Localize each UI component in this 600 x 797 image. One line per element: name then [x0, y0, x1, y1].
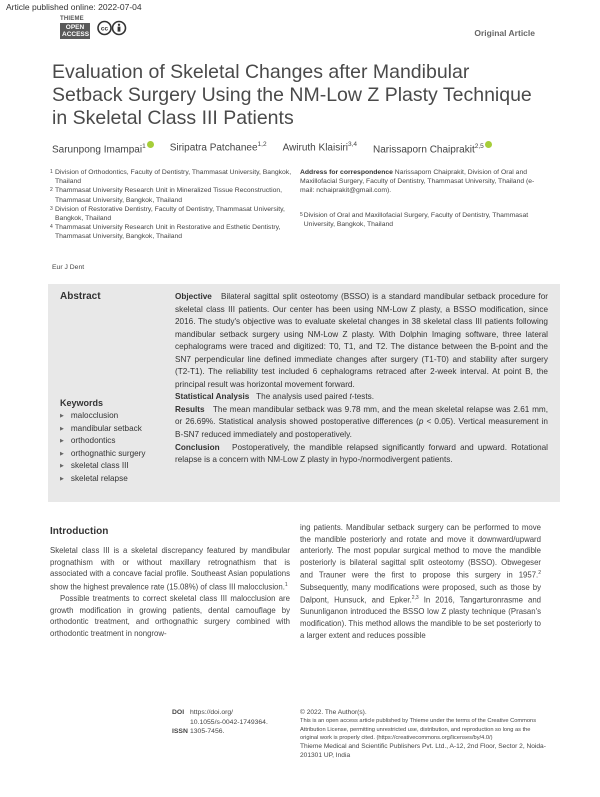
article-type: Original Article [474, 28, 535, 38]
cc-by-icon [97, 20, 127, 36]
author: Sarunpong Imampai$^1$ [52, 141, 154, 155]
keyword-item: ▶ mandibular setback [60, 423, 146, 436]
abstract-text: Objective Bilateral sagittal split osteotomy (BSSO) is a standard mandibular setback procedure for skeletal class III patients. Our center has been using NM-Low Z plasty, a BSSO modification, since 2016. The study's objective was to evaluate skeletal changes in 38 skeletal class III patients following mandibular setback surgery using NM-Low Z plasty. With Dolphin Imaging software, three lateral cephalograms were traced and digitized: T0, T1, and T2. The distance between the B-point and the SN7 perpendicular line defined immediate changes after surgery (T1-T0) and stability after surgery (T2-T1). The reliability test included 6 cephalograms retraced after 2-week interval. At point B, the principal result was horizontal movement forward. Statistical Analysis The analysis used paired t-tests. Results The mean mandibular setback was 9.78 mm, and the mean skeletal relapse was 2.61 mm, or 26.69%. Statistical analysis showed postoperative differences (p < 0.05). Vertical measurement in B-SN7 reduced immediately and postoperatively. Conclusion Postoperatively, the mandible relapsed significantly forward and upward. Rotational relapse is a concern with NM-Low Z plasty in hypo-/normodivergent patients. [175, 292, 548, 465]
thieme-logo-text: THIEME [60, 16, 84, 22]
orcid-icon[interactable] [147, 141, 154, 148]
author: Narissaporn Chaiprakit$^{2,5}$ [373, 141, 492, 155]
keywords-title: Keywords [60, 398, 104, 408]
journal-name: Eur J Dent [52, 264, 85, 271]
published-date: Article published online: 2022-07-04 [6, 2, 142, 12]
affiliation: 1 Division of Orthodontics, Faculty of Dentistry, Thammasat University, Bangkok, Thailand [50, 169, 292, 186]
author: Siripatra Patchanee$^{1,2}$ [169, 141, 267, 154]
introduction-heading: Introduction [50, 526, 109, 537]
license-text: This is an open access article published by Thieme under the terms of the Creative Commons Attribution License, permitting unrestricted use, distribution, and reproduction so long as the original work is properly cited. (https://creativecommons.org/licenses/by/4.0/) [300, 718, 537, 741]
affiliation: 5 Division of Oral and Maxillofacial Surgery, Faculty of Dentistry, Thammasat University, Bangkok, Thailand [300, 212, 529, 229]
paragraph: Possible treatments to correct skeletal class III malocclusion are growth modification in growing patients, dental camouflage by orthodontic treatment, and orthognathic surgery combined with orthodontic treatment in nongrow- [50, 593, 290, 638]
doi-value[interactable]: 10.1055/s-0042-1749364. [190, 718, 268, 726]
thieme-open-access-logo [60, 16, 90, 41]
abstract-label: Abstract [60, 291, 101, 302]
affiliation: 4 Thammasat University Research Unit in Restorative and Esthetic Dentistry, Thammasat University, Bangkok, Thailand [50, 224, 281, 241]
open-access-badge: OPEN ACCESS [62, 24, 90, 38]
paragraph: Skeletal class III is a skeletal discrepancy featured by mandibular prognathism with or without maxillary retrognathism that is associated with a concave facial profile. Southeast Asian populations show the highest prevalence rate (15.08%) of class III malocclusion.$^1$ [50, 546, 290, 592]
keyword-item: ▶ malocclusion [60, 410, 146, 423]
article-title: Evaluation of Skeletal Changes after Mandibular Setback Surgery Using the NM-Low Z Plasty Technique in Skeletal Class III Patients [52, 61, 532, 129]
keyword-item: ▶ orthognathic surgery [60, 448, 146, 461]
abstract-box [48, 284, 560, 502]
author: Awiruth Klaisiri$^{3,4}$ [282, 141, 358, 154]
svg-text:cc: cc [100, 25, 109, 33]
introduction-left-column [50, 545, 290, 639]
correspondence-address: Address for correspondence Narissaporn Chaiprakit, Division of Oral and Maxillofacial Surgery, Faculty of Dentistry, Thammasat University, Thailand (e-mail: nchaiprakit@gmail.com). [300, 169, 535, 195]
keyword-item: ▶ skeletal relapse [60, 473, 146, 486]
publisher-address: Thieme Medical and Scientific Publishers Pvt. Ltd., A-12, 2nd Floor, Sector 2, Noida-201301 UP, India [300, 743, 546, 760]
orcid-icon[interactable] [485, 141, 492, 148]
affiliation: 3 Division of Restorative Dentistry, Faculty of Dentistry, Thammasat University, Bangkok, Thailand [50, 205, 285, 223]
keyword-item: ▶ orthodontics [60, 435, 146, 448]
keyword-item: ▶ skeletal class III [60, 460, 146, 473]
article-identifiers: DOI https://doi.org/ 10.1055/s-0042-1749364. ISSN 1305-7456. [172, 708, 290, 737]
author-list [52, 141, 492, 155]
copyright-license [300, 708, 546, 761]
affiliation: 2 Thammasat University Research Unit in Mineralized Tissue Reconstruction, Thammasat University, Bangkok, Thailand [50, 187, 283, 204]
keywords-list [60, 410, 146, 485]
introduction-right-column: ing patients. Mandibular setback surgery can be performed to move the mandible posteriorly and rotate and move it downward/upward anteriorly. The most popular surgical method to move the mandible posteriorly is bilateral sagittal split osteotomy (BSSO). Obwegeser and Trauner were the first to propose this surgery in 1957.$^2$ Subsequently, many modifications were proposed, such as those by Dalpont, Hunsuck, and Epker.$^{2,3}$ In 2016, Tangarturonrasme and Sununliganon introduced the BSSO low Z plasty technique (Prasan's modification). This method allows the mandible to be set posteriorly to a larger extent and reduces possible [300, 523, 542, 640]
affiliations [50, 168, 295, 242]
doi-link[interactable]: https://doi.org/ [190, 709, 234, 716]
copyright: © 2022. The Author(s). [300, 709, 367, 716]
